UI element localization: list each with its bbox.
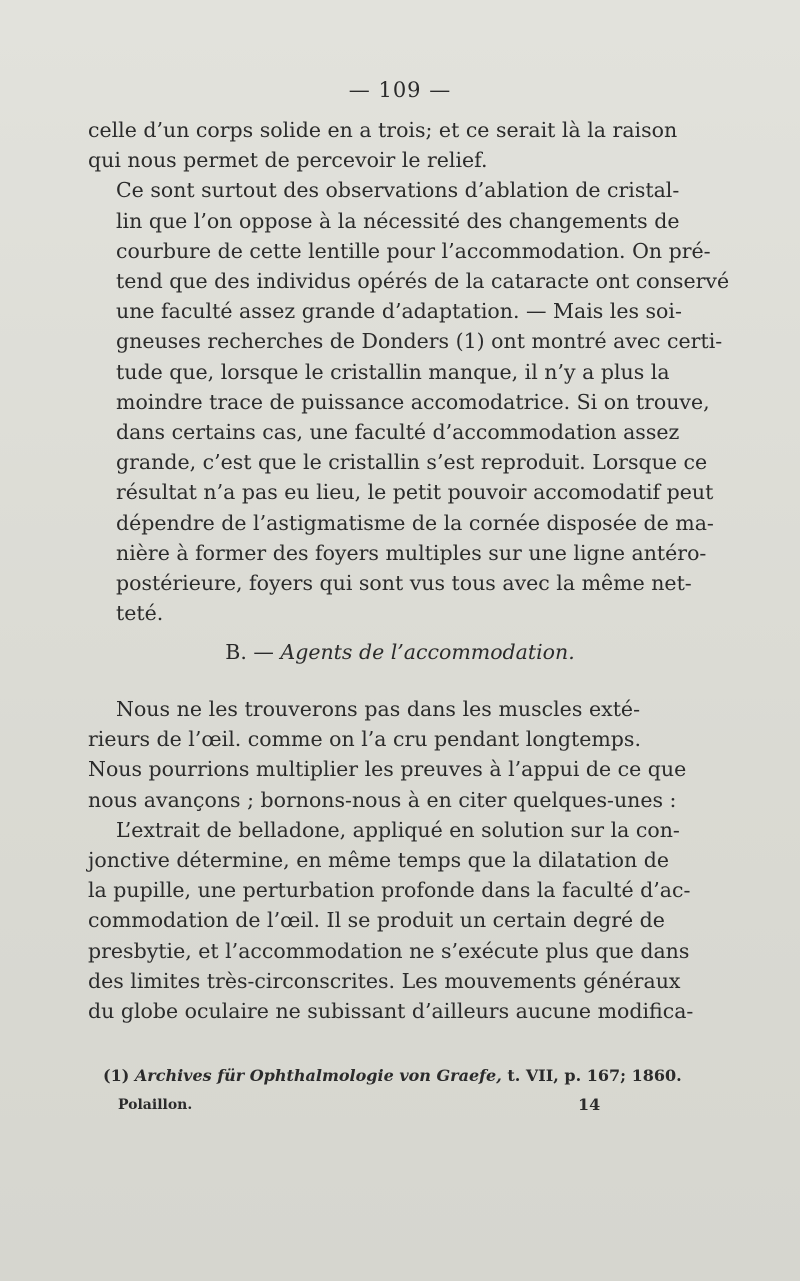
paragraph <box>88 694 687 815</box>
printer-signature: Polaillon. <box>118 1097 193 1113</box>
body-text-top <box>88 115 730 628</box>
gathering-signature: 14 <box>578 1095 601 1114</box>
text-line: teté. <box>116 601 164 626</box>
section-heading-title: Agents de l’accommodation. <box>280 640 575 664</box>
text-line: L’extrait de belladone, appliqué en solution sur la con- <box>116 817 680 842</box>
paragraph <box>88 815 694 1026</box>
text-line: celle d’un corps solide en a trois; et ce serait là la raison <box>88 118 678 142</box>
text-line: une faculté assez grande d’adaptation. — Mais les soi- <box>116 299 682 324</box>
text-line: la pupille, une perturbation profonde dans la faculté d’ac- <box>88 878 691 903</box>
text-line: nière à former des foyers multiples sur une ligne antéro- <box>116 540 707 565</box>
paragraph <box>88 115 678 175</box>
text-line: dépendre de l’astigmatisme de la cornée disposée de ma- <box>116 510 714 535</box>
text-line: du globe oculaire ne subissant d’ailleurs aucune modifica- <box>88 999 694 1024</box>
text-line: qui nous permet de percevoir le relief. <box>88 148 488 173</box>
text-line: des limites très-circonscrites. Les mouvements généraux <box>88 968 681 993</box>
text-line: gneuses recherches de Donders (1) ont montré avec certi- <box>116 329 723 354</box>
text-line: nous avançons ; bornons-nous à en citer quelques-unes : <box>88 787 677 812</box>
section-heading <box>0 640 800 664</box>
footnote-title: Archives für Ophthalmologie von Graefe, <box>134 1066 502 1085</box>
text-line: tude que, lorsque le cristallin manque, il n’y a plus la <box>116 359 670 384</box>
text-line: courbure de cette lentille pour l’accommodation. On pré- <box>116 238 711 263</box>
footnote-marker: (1) <box>103 1066 130 1085</box>
text-line: Nous pourrions multiplier les preuves à l’appui de ce que <box>88 757 687 782</box>
text-line: postérieure, foyers qui sont vus tous avec la même net- <box>116 571 692 596</box>
text-line: rieurs de l’œil. comme on l’a cru pendant longtemps. <box>88 727 641 752</box>
paragraph <box>88 175 730 628</box>
footnote-reference: t. VII, p. 167; 1860. <box>507 1066 682 1085</box>
footnote <box>103 1066 682 1085</box>
text-line: résultat n’a pas eu lieu, le petit pouvoir accomodatif peut <box>116 480 714 505</box>
text-line: jonctive détermine, en même temps que la dilatation de <box>88 848 669 873</box>
text-line: Nous ne les trouverons pas dans les muscles exté- <box>116 697 640 721</box>
text-line: moindre trace de puissance accomodatrice. Si on trouve, <box>116 389 710 414</box>
text-line: tend que des individus opérés de la cataracte ont conservé <box>116 269 730 294</box>
section-heading-prefix: B. — <box>225 640 274 664</box>
text-line: dans certains cas, une faculté d’accommodation assez <box>116 420 680 445</box>
page-number: — 109 — <box>348 78 452 102</box>
text-line: grande, c’est que le cristallin s’est reproduit. Lorsque ce <box>116 450 708 475</box>
text-line: Ce sont surtout des observations d’ablation de cristal- <box>116 178 680 203</box>
text-line: lin que l’on oppose à la nécessité des changements de <box>116 208 680 233</box>
text-line: commodation de l’œil. Il se produit un certain degré de <box>88 908 665 933</box>
body-text-bottom <box>88 694 694 1026</box>
text-line: presbytie, et l’accommodation ne s’exécute plus que dans <box>88 938 690 963</box>
